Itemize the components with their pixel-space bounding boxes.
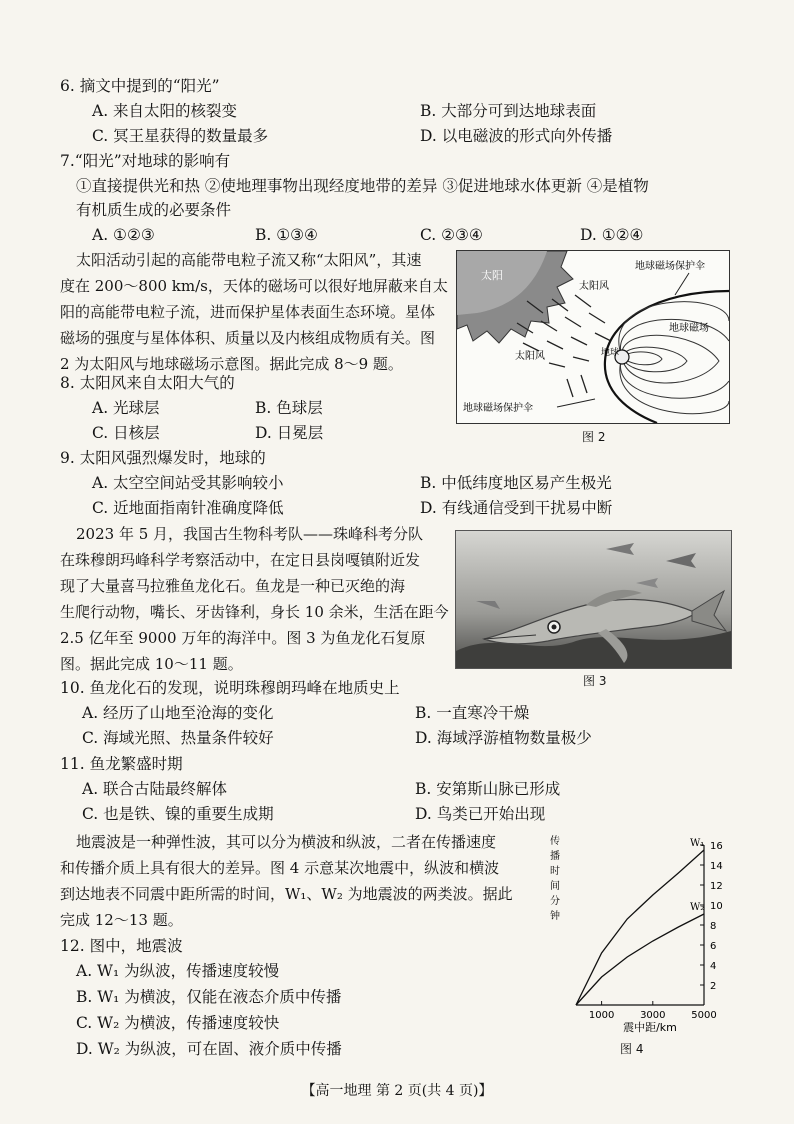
chart-y-axis-label-char: 播	[550, 851, 560, 862]
magnetic-field-lines	[619, 302, 729, 414]
passage1-line1: 太阳活动引起的高能带电粒子流又称“太阳风”，其速	[76, 251, 422, 269]
fig2-label-solar-wind-bottom: 太阳风	[515, 351, 545, 362]
chart-y-axis-label-char: 分	[550, 896, 560, 907]
q10-option-d: D. 海域浮游植物数量极少	[415, 729, 592, 747]
chart-x-axis-label: 震中距/km	[623, 1021, 677, 1034]
q8-option-c: C. 日核层	[92, 424, 160, 442]
series-line-2	[576, 914, 704, 1005]
fig2-label-earth: 地球	[601, 348, 620, 358]
ichthyosaur-illustration	[456, 531, 731, 668]
q11-option-a: A. 联合古陆最终解体	[82, 780, 228, 798]
q7-option-b: B. ①③④	[255, 226, 318, 244]
q7-option-a: A. ①②③	[92, 226, 155, 244]
q10-option-b: B. 一直寒冷干燥	[415, 704, 530, 722]
series-label-2: W₂	[690, 902, 705, 913]
y-tick-label: 14	[710, 861, 723, 872]
passage3-line1: 地震波是一种弹性波，其可以分为横波和纵波，二者在传播速度	[76, 833, 497, 851]
figure-4-seismic-wave-chart	[540, 830, 740, 1035]
q7-statement-line2: 有机质生成的必要条件	[76, 201, 232, 219]
q9-option-b: B. 中低纬度地区易产生极光	[420, 474, 612, 492]
q11-option-b: B. 安第斯山脉已形成	[415, 780, 561, 798]
x-tick-label: 1000	[588, 1010, 615, 1021]
series-label-1: W₁	[690, 838, 705, 849]
q12-option-a: A. W₁ 为纵波，传播速度较慢	[76, 962, 280, 980]
q6-option-d: D. 以电磁波的形式向外传播	[420, 127, 613, 145]
q9-stem: 9. 太阳风强烈爆发时，地球的	[60, 449, 266, 467]
q6-option-c: C. 冥王星获得的数量最多	[92, 127, 269, 145]
q8-option-b: B. 色球层	[255, 399, 323, 417]
passage2-line5: 2.5 亿年至 9000 万年的海洋中。图 3 为鱼龙化石复原	[60, 629, 426, 647]
q10-stem: 10. 鱼龙化石的发现，说明珠穆朗玛峰在地质史上	[60, 679, 400, 697]
passage1-line3: 阳的高能带电粒子流，进而保护星体表面生态环境。星体	[60, 303, 436, 321]
y-tick-label: 12	[710, 881, 723, 892]
figure-3-ichthyosaur-image	[455, 530, 732, 669]
y-tick-label: 4	[710, 961, 717, 972]
q11-option-d: D. 鸟类已开始出现	[415, 805, 546, 823]
figure-2-solar-wind-magnetosphere	[456, 250, 730, 424]
q12-option-d: D. W₂ 为纵波，可在固、液介质中传播	[76, 1040, 342, 1058]
chart-y-axis-label-char: 传	[550, 836, 560, 847]
passage2-line6: 图。据此完成 10～11 题。	[60, 655, 243, 673]
q7-option-c: C. ②③④	[420, 226, 483, 244]
passage3-line4: 完成 12～13 题。	[60, 911, 183, 929]
y-tick-label: 2	[710, 981, 717, 992]
q9-option-a: A. 太空空间站受其影响较小	[92, 474, 284, 492]
q6-option-b: B. 大部分可到达地球表面	[420, 102, 597, 120]
passage3-line3: 到达地表不同震中距所需的时间，W₁、W₂ 为地震波的两类波。据此	[60, 885, 513, 903]
y-tick-label: 16	[710, 841, 723, 852]
q12-option-b: B. W₁ 为横波，仅能在液态介质中传播	[76, 988, 342, 1006]
figure-4-caption: 图 4	[620, 1042, 644, 1056]
q9-option-d: D. 有线通信受到干扰易中断	[420, 499, 613, 517]
passage2-line1: 2023 年 5 月，我国古生物科考队——珠峰科考分队	[76, 525, 424, 543]
chart-y-axis-label-char: 时	[550, 866, 560, 877]
q7-stem: 7.“阳光”对地球的影响有	[60, 152, 231, 170]
page-footer: 【高一地理 第 2 页(共 4 页)】	[301, 1083, 493, 1099]
q12-stem: 12. 图中，地震波	[60, 937, 183, 955]
chart-y-axis-label-char: 间	[550, 881, 560, 892]
figure-3-caption: 图 3	[583, 674, 607, 688]
q9-option-c: C. 近地面指南针准确度降低	[92, 499, 284, 517]
y-tick-label: 6	[710, 941, 717, 952]
q12-option-c: C. W₂ 为横波，传播速度较快	[76, 1014, 280, 1032]
q11-stem: 11. 鱼龙繁盛时期	[60, 755, 183, 773]
figure-2-drawing	[457, 251, 729, 423]
q6-option-a: A. 来自太阳的核裂变	[92, 102, 238, 120]
passage2-line4: 生爬行动物，嘴长、牙齿锋利，身长 10 余米，生活在距今	[60, 603, 449, 621]
q10-option-c: C. 海域光照、热量条件较好	[82, 729, 274, 747]
figure-2-caption: 图 2	[582, 430, 606, 444]
q10-option-a: A. 经历了山地至沧海的变化	[82, 704, 274, 722]
fig2-label-magnetic-field: 地球磁场	[669, 323, 709, 334]
q7-option-d: D. ①②④	[580, 226, 644, 244]
chart-y-axis-label	[550, 834, 560, 922]
passage1-line4: 磁场的强度与星体体积、质量以及内核组成物质有关。图	[60, 329, 436, 347]
fig2-label-solar-wind-top: 太阳风	[579, 281, 609, 292]
passage3-line2: 和传播介质上具有很大的差异。图 4 示意某次地震中，纵波和横波	[60, 859, 500, 877]
fig2-label-shield-top: 地球磁场保护伞	[635, 261, 705, 272]
passage1-line5: 2 为太阳风与地球磁场示意图。据此完成 8～9 题。	[60, 355, 403, 373]
passage1-line2: 度在 200～800 km/s，天体的磁场可以很好地屏蔽来自太	[60, 277, 448, 295]
passage2-line2: 在珠穆朗玛峰科学考察活动中，在定日县岗嘎镇附近发	[60, 551, 421, 569]
q6-stem: 6. 摘文中提到的“阳光”	[60, 77, 220, 95]
chart-y-axis-label-char: 钟	[550, 911, 560, 922]
y-tick-label: 8	[710, 921, 717, 932]
y-tick-label: 10	[710, 901, 723, 912]
q11-option-c: C. 也是铁、镍的重要生成期	[82, 805, 274, 823]
q8-option-a: A. 光球层	[92, 399, 160, 417]
series-line-1	[576, 850, 704, 1005]
q7-statement-line1: ①直接提供光和热 ②使地理事物出现经度地带的差异 ③促进地球水体更新 ④是植物	[76, 177, 649, 195]
q8-stem: 8. 太阳风来自太阳大气的	[60, 374, 235, 392]
q8-option-d: D. 日冕层	[255, 424, 324, 442]
fig2-label-sun: 太阳	[481, 269, 503, 282]
x-tick-label: 3000	[640, 1010, 666, 1021]
fig2-label-shield-bottom: 地球磁场保护伞	[463, 403, 533, 414]
passage2-line3: 现了大量喜马拉雅鱼龙化石。鱼龙是一种已灭绝的海	[60, 577, 406, 595]
x-tick-label: 5000	[691, 1010, 717, 1021]
